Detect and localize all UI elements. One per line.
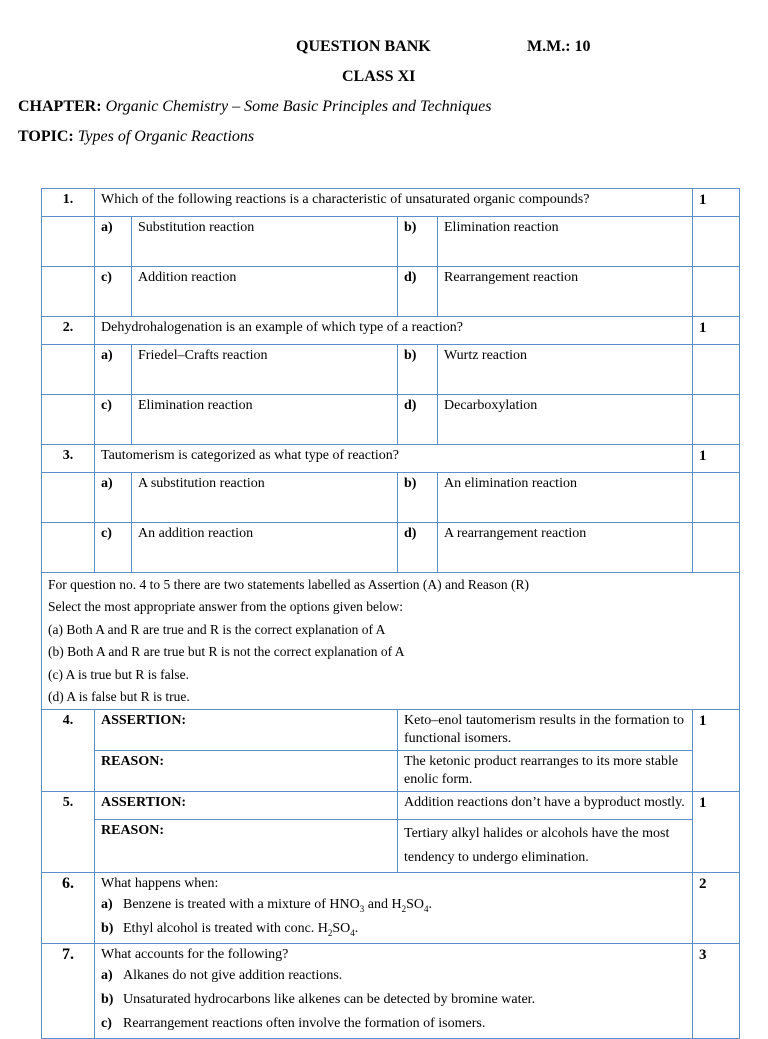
instruction-line: Select the most appropriate answer from the options given below: bbox=[48, 599, 404, 615]
option-key: d) bbox=[398, 267, 438, 317]
instruction-line: (d) A is false but R is true. bbox=[48, 689, 190, 705]
question-number: 7. bbox=[42, 944, 95, 1039]
option-key: c) bbox=[95, 267, 132, 317]
instruction-line: (c) A is true but R is false. bbox=[48, 666, 189, 682]
option-text: Substitution reaction bbox=[132, 217, 398, 267]
question-number: 3. bbox=[42, 445, 95, 473]
chapter-label: CHAPTER: bbox=[18, 98, 102, 115]
instruction-line: (b) Both A and R are true but R is not the correct explanation of A bbox=[48, 644, 405, 660]
assertion-label: ASSERTION: bbox=[95, 710, 398, 751]
option-text: Elimination reaction bbox=[438, 217, 693, 267]
question-marks: 2 bbox=[693, 873, 740, 944]
sub-question bbox=[101, 917, 686, 941]
option-key: b) bbox=[398, 217, 438, 267]
question-row bbox=[42, 317, 740, 345]
question-table bbox=[41, 188, 740, 1039]
option-key: a) bbox=[95, 473, 132, 523]
option-text: Elimination reaction bbox=[132, 395, 398, 445]
question-number: 5. bbox=[42, 792, 95, 873]
assertion-label: ASSERTION: bbox=[95, 792, 398, 820]
assertion-text: Keto–enol tautomerism results in the formation to functional isomers. bbox=[398, 710, 693, 751]
question-number: 4. bbox=[42, 710, 95, 792]
sub-text: Unsaturated hydrocarbons like alkenes can be detected by bromine water. bbox=[123, 992, 536, 1008]
options-row bbox=[42, 267, 740, 317]
option-text: An addition reaction bbox=[132, 523, 398, 573]
option-text: An elimination reaction bbox=[438, 473, 693, 523]
sub-question bbox=[101, 1012, 686, 1036]
question-row bbox=[42, 189, 740, 217]
max-marks: M.M.: 10 bbox=[527, 38, 591, 55]
option-text: A substitution reaction bbox=[132, 473, 398, 523]
question-number: 6. bbox=[42, 873, 95, 944]
reason-row bbox=[42, 751, 740, 792]
options-row bbox=[42, 523, 740, 573]
instructions-row bbox=[42, 573, 740, 710]
question-marks: 3 bbox=[693, 944, 740, 1039]
sub-text: Rearrangement reactions often involve the formation of isomers. bbox=[123, 1016, 486, 1032]
sub-question bbox=[101, 893, 686, 917]
topic-name: Types of Organic Reactions bbox=[77, 128, 255, 145]
options-row bbox=[42, 395, 740, 445]
assertion-text: Addition reactions don’t have a byproduct mostly. bbox=[398, 792, 693, 820]
option-key: c) bbox=[95, 395, 132, 445]
sub-key: b) bbox=[101, 992, 114, 1008]
assertion-row bbox=[42, 792, 740, 820]
question-row bbox=[42, 445, 740, 473]
options-row bbox=[42, 473, 740, 523]
options-row bbox=[42, 217, 740, 267]
question-text: What happens when: bbox=[101, 876, 219, 892]
sub-question bbox=[101, 988, 686, 1012]
question-body bbox=[95, 873, 693, 944]
chapter-name: Organic Chemistry – Some Basic Principles and Techniques bbox=[105, 98, 492, 115]
reason-text: The ketonic product rearranges to its more stable enolic form. bbox=[398, 751, 693, 792]
option-text: Friedel–Crafts reaction bbox=[132, 345, 398, 395]
sub-key: b) bbox=[101, 921, 114, 937]
assertion-reason-instructions bbox=[42, 573, 740, 710]
option-key: a) bbox=[95, 217, 132, 267]
question-row bbox=[42, 944, 740, 1039]
option-text: A rearrangement reaction bbox=[438, 523, 693, 573]
sub-question bbox=[101, 964, 686, 988]
reason-label: REASON: bbox=[95, 751, 398, 792]
question-row bbox=[42, 873, 740, 944]
question-text: Which of the following reactions is a characteristic of unsaturated organic compounds? bbox=[95, 189, 693, 217]
chapter-line bbox=[18, 98, 491, 116]
option-text: Addition reaction bbox=[132, 267, 398, 317]
class-label: CLASS XI bbox=[342, 68, 416, 85]
reason-text: Tertiary alkyl halides or alcohols have the most tendency to undergo elimination. bbox=[398, 820, 693, 873]
sub-key: a) bbox=[101, 897, 113, 913]
instruction-line: For question no. 4 to 5 there are two statements labelled as Assertion (A) and Reason (R) bbox=[48, 577, 530, 592]
question-marks: 1 bbox=[693, 445, 740, 473]
options-row bbox=[42, 345, 740, 395]
sub-key: c) bbox=[101, 1016, 112, 1032]
question-text: Tautomerism is categorized as what type of reaction? bbox=[95, 445, 693, 473]
option-text: Rearrangement reaction bbox=[438, 267, 693, 317]
option-text: Decarboxylation bbox=[438, 395, 693, 445]
assertion-row bbox=[42, 710, 740, 751]
topic-line bbox=[18, 128, 254, 146]
question-marks: 1 bbox=[693, 189, 740, 217]
question-text: What accounts for the following? bbox=[101, 947, 289, 963]
question-marks: 1 bbox=[693, 792, 740, 873]
option-key: b) bbox=[398, 345, 438, 395]
question-text: Dehydrohalogenation is an example of which type of a reaction? bbox=[95, 317, 693, 345]
document-title: QUESTION BANK bbox=[296, 38, 431, 55]
question-marks: 1 bbox=[693, 710, 740, 792]
reason-row bbox=[42, 820, 740, 873]
question-number: 1. bbox=[42, 189, 95, 217]
instruction-line: (a) Both A and R are true and R is the correct explanation of A bbox=[48, 621, 386, 637]
reason-label: REASON: bbox=[95, 820, 398, 873]
option-key: b) bbox=[398, 473, 438, 523]
option-key: d) bbox=[398, 395, 438, 445]
sub-text: Alkanes do not give addition reactions. bbox=[123, 968, 343, 984]
sub-text: Benzene is treated with a mixture of $HNO_3$ and $H_2SO_4$. bbox=[123, 897, 432, 915]
option-key: c) bbox=[95, 523, 132, 573]
option-text: Wurtz reaction bbox=[438, 345, 693, 395]
sub-key: a) bbox=[101, 968, 113, 984]
question-marks: 1 bbox=[693, 317, 740, 345]
topic-label: TOPIC: bbox=[18, 128, 74, 145]
sub-text: Ethyl alcohol is treated with conc. $H_2SO_4$. bbox=[123, 921, 359, 939]
option-key: a) bbox=[95, 345, 132, 395]
question-number: 2. bbox=[42, 317, 95, 345]
question-body bbox=[95, 944, 693, 1039]
option-key: d) bbox=[398, 523, 438, 573]
